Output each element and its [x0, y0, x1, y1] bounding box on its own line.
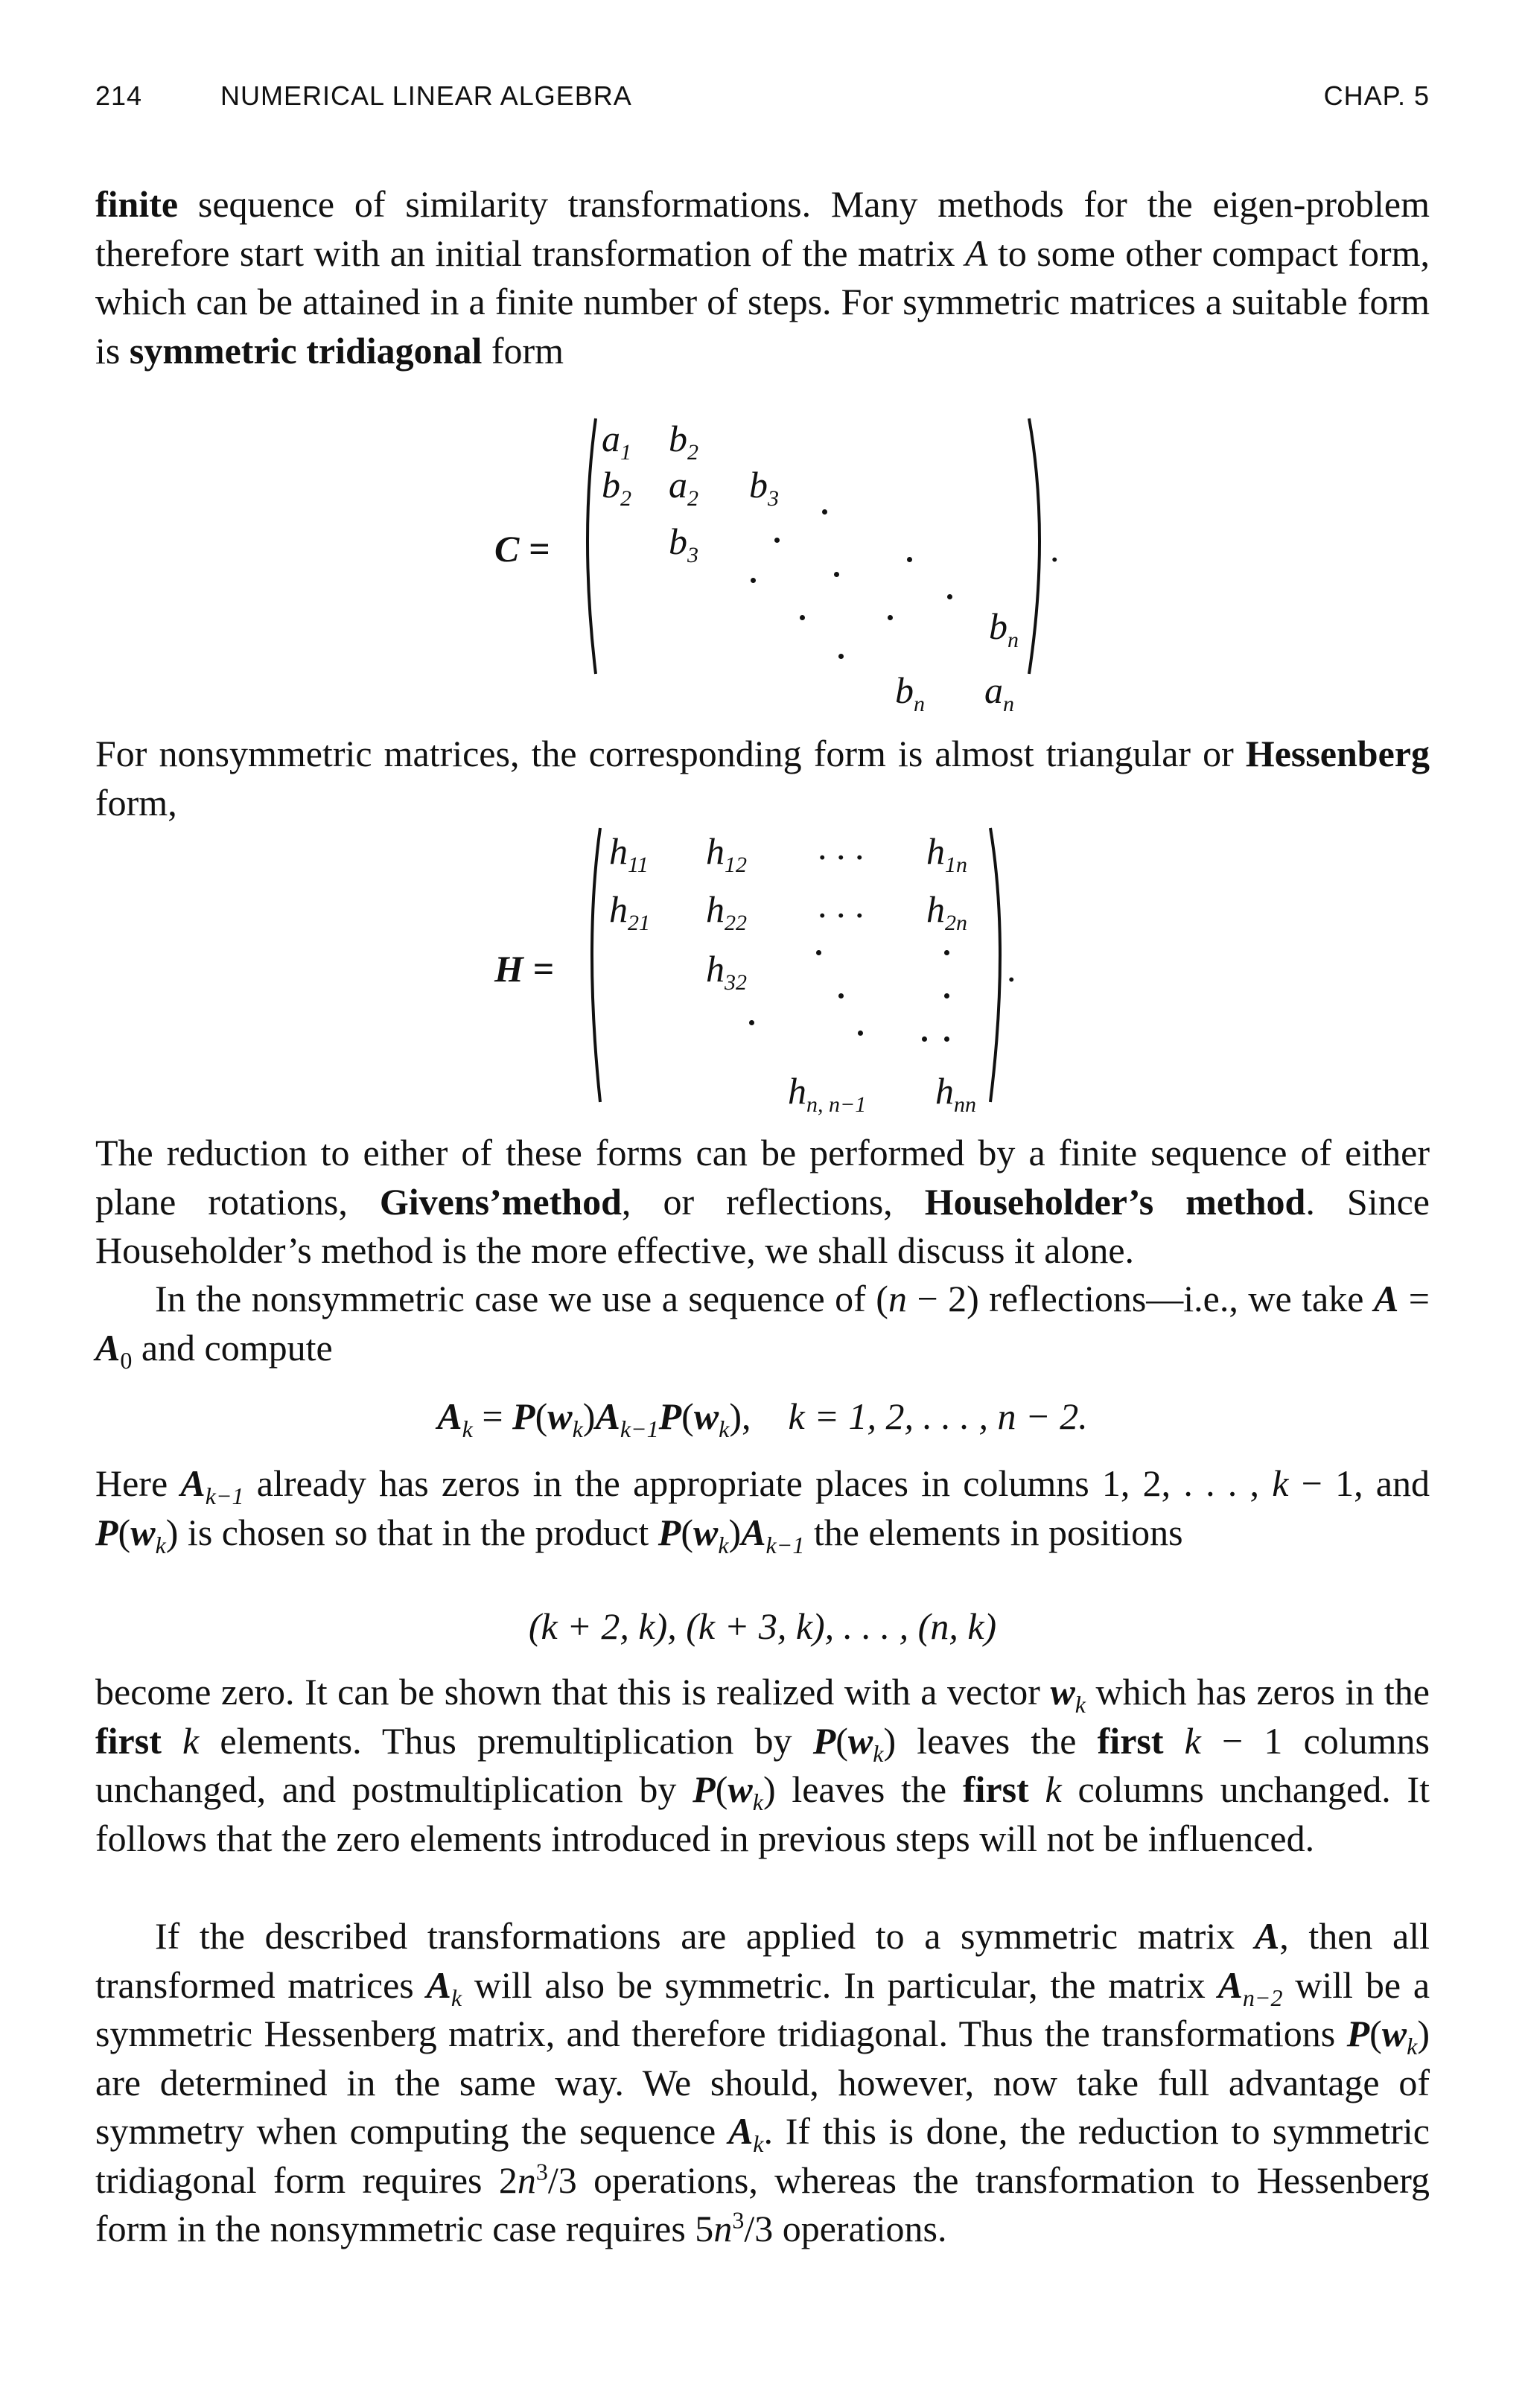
paragraph-here: Here $A_{k-1}$ already has zeros in the appropriate places in columns 1, 2, . . . , k − 1, and $P(w_k)$ is chosen so that in the product $P(w_k)A_{k-1}$ the elements in positions — [95, 1462, 1430, 1558]
matrix-entry: $h_{12}$ — [706, 830, 747, 877]
term-finite: finite — [95, 183, 179, 225]
matrix-entry: $b_3$ — [749, 464, 779, 511]
ellipsis-dot — [838, 993, 844, 998]
text-run: sequence of similarity transformations. Many methods for the eigen-problem therefore start with an initial transformation of the matrix — [95, 183, 1430, 274]
math-var: A — [95, 1326, 121, 1369]
paragraph-reduction — [95, 1129, 1430, 1275]
math-var: A — [1373, 1278, 1399, 1319]
matrix-entry: $b_3$ — [669, 520, 698, 567]
matrix-entry: $a_1$ — [602, 418, 631, 465]
equation-householder-step: $A_k = P(w_k)A_{k-1}P(w_k)$, k = 1, 2, . . . , n − 2. — [437, 1395, 1088, 1442]
math-var: A — [964, 232, 988, 274]
text-run: For nonsymmetric matrices, the corresponding form is almost triangular or — [95, 733, 1246, 774]
page-number: 214 — [95, 80, 143, 111]
text-run: and compute — [132, 1326, 333, 1369]
matrix-entry: $h_{11}$ — [609, 830, 649, 877]
text-run: to some other compact form, which can be attained in a finite number of steps. For symmetric matrices a suitable form is — [95, 232, 1430, 372]
term-householders-method: Householder’s method — [924, 1180, 1306, 1223]
term-symmetric-tridiagonal: symmetric tridiagonal — [129, 329, 483, 372]
text-run: = — [1398, 1278, 1430, 1319]
text-run: form, — [95, 781, 177, 824]
matrix-entry: $b_2$ — [602, 464, 631, 511]
matrix-entry: $h_{1n}$ — [926, 830, 967, 877]
matrix-h-label: H = — [494, 948, 554, 990]
matrix-entry: $a_2$ — [669, 464, 698, 511]
matrix-entry: $h_{32}$ — [706, 948, 747, 995]
text-run: form — [482, 329, 564, 372]
matrix-entry: $h_{n, n-1}$ — [788, 1070, 867, 1117]
paragraph-become-zero: become zero. It can be shown that this is realized with a vector $w_k$ which has zeros in the first k elements. Thus premultiplication by $P(w_k)$ leaves the first k − 1 columns unchanged, and postmultiplication by $P(w_k)$ leaves the first k columns unchanged. It follows that the zero elements introduced in previous steps will not be influenced. — [95, 1671, 1430, 1859]
text-run: , or reflections, — [621, 1180, 925, 1223]
term-hessenberg: Hessenberg — [1245, 733, 1430, 774]
running-title: NUMERICAL LINEAR ALGEBRA — [220, 80, 632, 111]
matrix-c-label: C = — [494, 528, 550, 570]
matrix-h-brackets — [0, 0, 1525, 1117]
matrix-entry: $h_{21}$ — [609, 888, 650, 935]
text-run: − 2) reflections—i.e., we take — [906, 1278, 1374, 1319]
chapter-label: CHAP. 5 — [1323, 80, 1430, 111]
matrix-entry: $b_2$ — [669, 418, 698, 465]
term-givens-method: Givens’method — [379, 1180, 622, 1223]
equation-positions: (k + 2, k), (k + 3, k), . . . , (n, k) — [528, 1605, 997, 1647]
math-subscript: 0 — [120, 1346, 133, 1374]
matrix-entry: $h_{22}$ — [706, 888, 747, 935]
ellipsis-dot — [816, 950, 821, 955]
matrix-entry: $h_{2n}$ — [926, 888, 967, 935]
ellipsis-dot — [858, 1031, 863, 1036]
matrix-entry: $h_{nn}$ — [935, 1070, 976, 1117]
math-var: n — [888, 1278, 907, 1319]
text-run: The reduction to either of these forms can be performed by a finite sequence of either plane rotations, — [95, 1132, 1430, 1223]
matrix-ellipsis: . . . — [818, 884, 865, 926]
text-run: In the nonsymmetric case we use a sequence of ( — [155, 1278, 888, 1319]
matrix-h — [0, 0, 1525, 1117]
matrix-entry: $a_n$ — [984, 669, 1014, 716]
paragraph-symmetric: If the described transformations are applied to a symmetric matrix A, then all transformed matrices $A_k$ will also be symmetric. In particular, the matrix $A_{n-2}$ will be a symmetric Hessenberg matrix, and therefore tridiagonal. Thus the transformations $P(w_k)$ are determined in the same way. We should, however, now take full advantage of symmetry when computing the sequence $A_k$. If this is done, the reduction to symmetric tridiagonal form requires $2n^3/3$ operations, whereas the transformation to Hessenberg form in the nonsymmetric case requires $5n^3/3$ operations. — [95, 1915, 1430, 2249]
paragraph-nonsymmetric — [95, 1275, 1430, 1372]
matrix-entry: $b_n$ — [895, 669, 925, 716]
ellipsis-dot — [944, 950, 949, 955]
text-run: . Since Householder’s method is the more effective, we shall discuss it alone. — [95, 1180, 1430, 1271]
ellipsis-dot — [944, 993, 949, 998]
matrix-c-period: . — [1050, 528, 1060, 570]
ellipsis-dot — [922, 1036, 927, 1042]
ellipsis-dot — [944, 1036, 949, 1042]
matrix-h-period: . — [1007, 948, 1016, 990]
matrix-entry: $b_n$ — [989, 605, 1019, 652]
matrix-ellipsis: . . . — [818, 826, 865, 867]
ellipsis-dot — [749, 1020, 754, 1025]
